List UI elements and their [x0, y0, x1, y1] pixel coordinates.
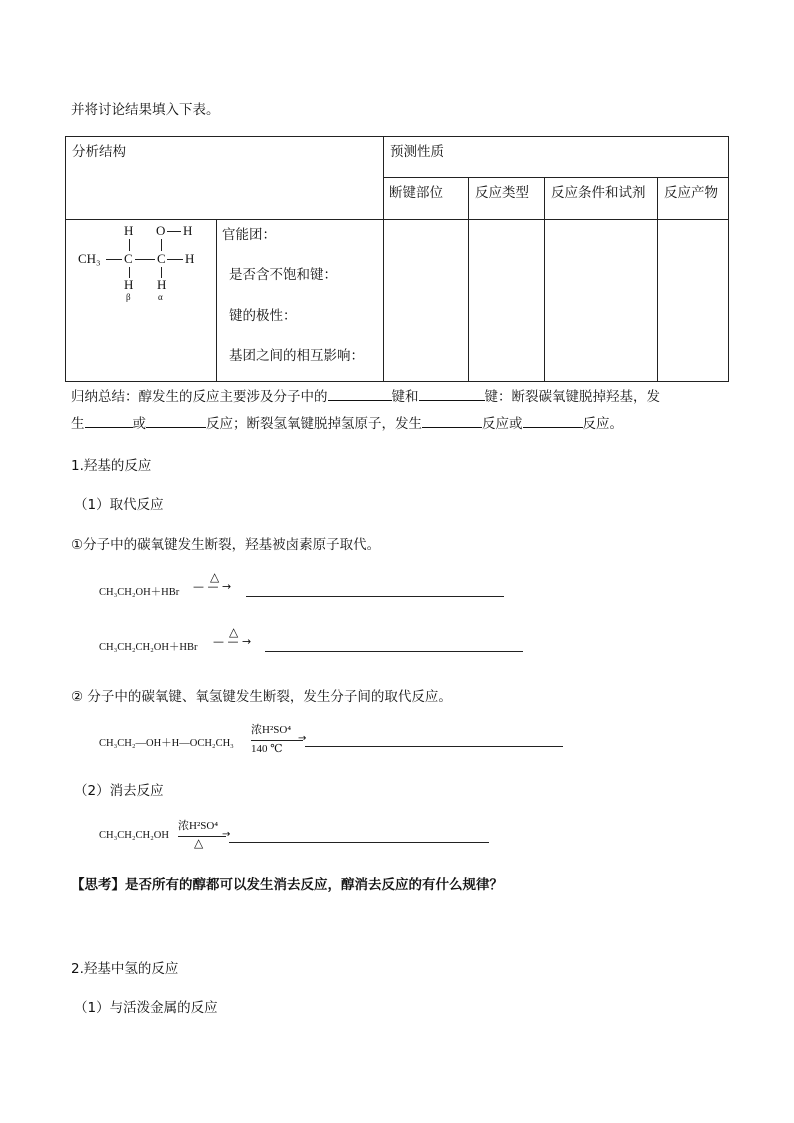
think-question: 【思考】是否所有的醇都可以发生消去反应，醇消去反应的有什么规律？ — [71, 877, 503, 893]
blank-reaction-4[interactable] — [523, 413, 583, 428]
equation-1-answer-line[interactable] — [246, 596, 504, 597]
elimination-title: （2）消去反应 — [74, 783, 164, 799]
equation-1-arrow: — — → — [193, 580, 232, 593]
header-left-label: 分析结构 — [72, 144, 126, 160]
unsaturated-label: 是否含不饱和键： — [229, 267, 337, 283]
subheader-bond: 断键部位 — [383, 177, 469, 220]
table-header-analysis — [65, 136, 384, 220]
header-right-label: 预测性质 — [390, 144, 444, 160]
functional-group-label: 官能团： — [222, 227, 276, 243]
substitution-item-2: ② 分子中的碳氧键、氧氢键发生断裂，发生分子间的取代反应。 — [71, 689, 452, 705]
equation-1-reactants: CH₃CH₂OH＋HBr — [99, 587, 180, 598]
equation-2-answer-line[interactable] — [265, 651, 523, 652]
equation-3-arrow — [251, 740, 303, 741]
polarity-label: 键的极性： — [229, 308, 297, 324]
summary-line-1: 归纳总结：醇发生的反应主要涉及分子中的 键和 键：断裂碳氧键脱掉羟基，发 — [71, 385, 660, 405]
section-1-title: 1.羟基的反应 — [71, 458, 152, 474]
equation-3-answer-line[interactable] — [305, 746, 563, 747]
section-2-title: 2.羟基中氢的反应 — [71, 961, 179, 977]
subheader-product: 反应产物 — [657, 177, 729, 220]
blank-reaction-2[interactable] — [146, 413, 206, 428]
analysis-table — [65, 136, 729, 382]
structure-cell: H O H CH₃ C C H H H β α — [65, 219, 217, 382]
active-metal-title: （1）与活泼金属的反应 — [74, 1000, 218, 1016]
substitution-item-1: ①分子中的碳氧键发生断裂，羟基被卤素原子取代。 — [71, 537, 381, 553]
blank-reaction-3[interactable] — [422, 413, 482, 428]
substitution-title: （1）取代反应 — [74, 497, 164, 513]
intro-text: 并将讨论结果填入下表。 — [71, 102, 220, 118]
equation-2-condition: △ — [229, 625, 239, 639]
subheader-condition: 反应条件和试剂 — [544, 177, 658, 220]
blank-bond-1[interactable] — [328, 386, 392, 401]
blank-reaction-1[interactable] — [85, 413, 133, 428]
equation-2-reactants: CH₃CH₂CH₂OH＋HBr — [99, 642, 198, 653]
answer-cell-bond[interactable] — [383, 219, 469, 382]
summary-line-2: 生 或 反应；断裂氢氧键脱掉氢原子，发生 反应或 反应。 — [71, 412, 623, 432]
equation-4-arrow-head: → — [222, 829, 231, 840]
table-header-predict — [383, 136, 729, 178]
answer-cell-product[interactable] — [657, 219, 729, 382]
equation-4-reactants: CH₃CH₂CH₂OH — [99, 830, 169, 841]
equation-4-answer-line[interactable] — [229, 842, 489, 843]
analysis-cell — [216, 219, 384, 382]
interaction-label: 基团之间的相互影响： — [229, 348, 364, 364]
equation-1-condition: △ — [210, 570, 220, 584]
equation-2-arrow: — — → — [213, 635, 252, 648]
equation-4-condition-bottom: △ — [194, 836, 204, 850]
equation-3-reactants: CH₃CH₂—OH＋H—OCH₂CH₃ — [99, 738, 234, 749]
equation-3-arrow-head: → — [298, 733, 307, 744]
subheader-type: 反应类型 — [468, 177, 545, 220]
blank-bond-2[interactable] — [419, 386, 485, 401]
answer-cell-condition[interactable] — [544, 219, 658, 382]
answer-cell-type[interactable] — [468, 219, 545, 382]
equation-4-condition-top: 浓H²SO⁴ — [178, 820, 219, 832]
equation-3-condition-top: 浓H²SO⁴ — [251, 724, 292, 736]
equation-3-condition-bottom: 140 ℃ — [251, 743, 283, 755]
